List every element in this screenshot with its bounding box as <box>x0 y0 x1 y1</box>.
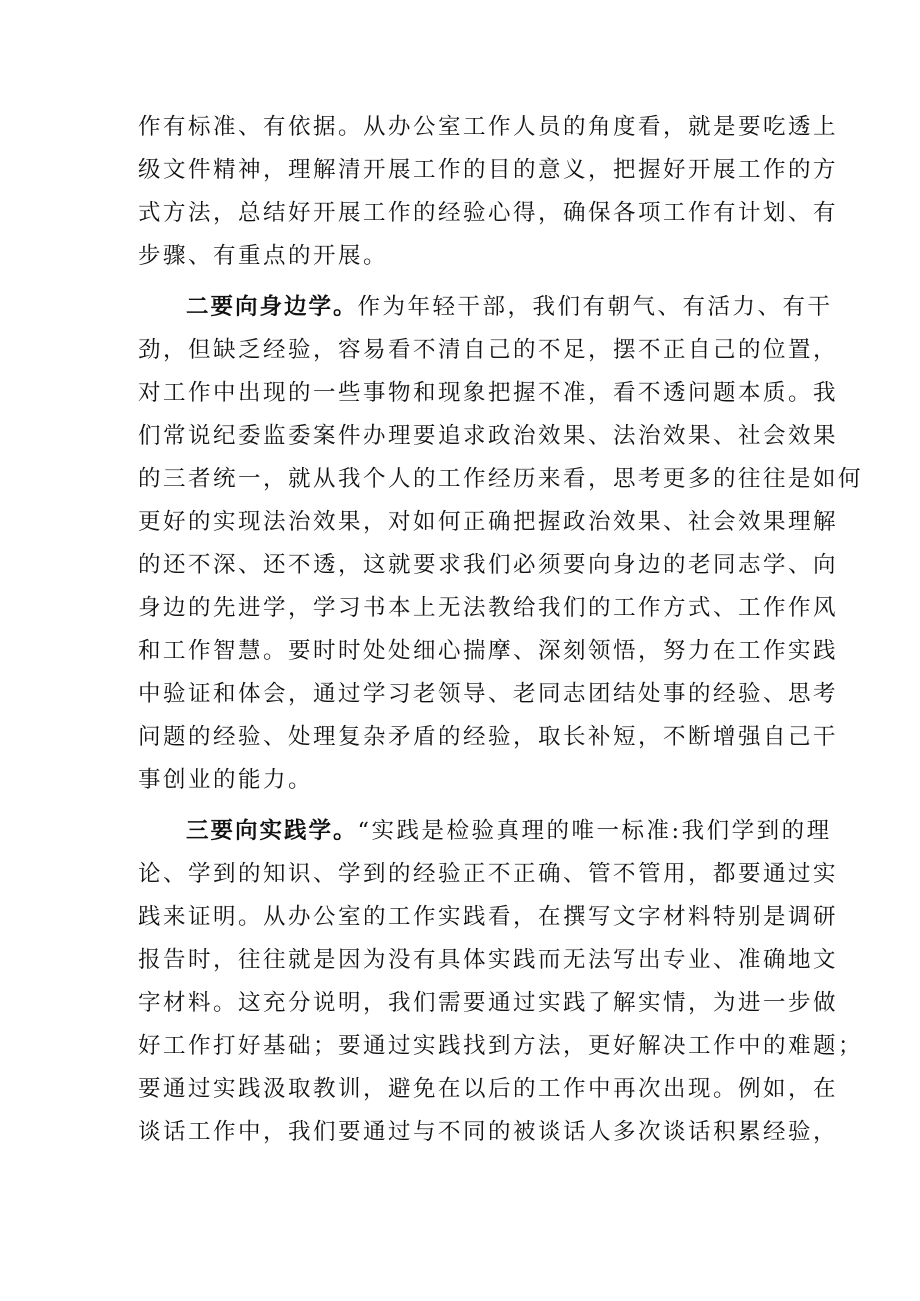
text-line: 作有标准、有依据。从办公室工作人员的角度看，就是要吃透上 <box>138 114 839 140</box>
text-line: 对工作中出现的一些事物和现象把握不准，看不透问题本质。我 <box>138 380 839 406</box>
text-line: 要通过实践汲取教训，避免在以后的工作中再次出现。例如，在 <box>138 1076 839 1102</box>
text-line: 的还不深、还不透，这就要求我们必须要向身边的老同志学、向 <box>138 552 839 578</box>
text-line: 式方法，总结好开展工作的经验心得，确保各项工作有计划、有 <box>138 200 839 226</box>
text-line: 更好的实现法治效果，对如何正确把握政治效果、社会效果理解 <box>138 509 839 535</box>
text-line: 谈话工作中，我们要通过与不同的被谈话人多次谈话积累经验， <box>138 1119 839 1145</box>
text-line: 好工作打好基础；要通过实践找到方法，更好解决工作中的难题； <box>138 1033 864 1059</box>
text-line: 报告时，往往就是因为没有具体实践而无法写出专业、准确地文 <box>138 947 839 973</box>
text-line: 问题的经验、处理复杂矛盾的经验，取长补短，不断增强自己干 <box>138 724 839 750</box>
text-line <box>138 286 833 329</box>
paragraph-heading: 二要向身边学。 <box>186 294 358 320</box>
paragraph-2 <box>138 286 864 802</box>
paragraph-1 <box>138 106 839 278</box>
text-line: 的三者统一，就从我个人的工作经历来看，思考更多的往往是如何 <box>138 466 864 492</box>
paragraph-3 <box>138 810 864 1154</box>
paragraph-heading: 三要向实践学。 <box>186 818 358 844</box>
text-line: 事创业的能力。 <box>138 767 314 793</box>
body-text <box>138 106 864 1154</box>
text-line: 级文件精神，理解清开展工作的目的意义，把握好开展工作的方 <box>138 157 839 183</box>
text-line: 步骤、有重点的开展。 <box>138 243 389 269</box>
text-line: 中验证和体会，通过学习老领导、老同志团结处事的经验、思考 <box>138 681 839 707</box>
text-line: 论、学到的知识、学到的经验正不正确、管不管用，都要通过实 <box>138 861 839 887</box>
text-line <box>138 810 832 853</box>
text-line: 践来证明。从办公室的工作实践看，在撰写文字材料特别是调研 <box>138 904 839 930</box>
text-line: 身边的先进学，学习书本上无法教给我们的工作方式、工作作风 <box>138 595 839 621</box>
text-segment: “实践是检验真理的唯一标准:我们学到的理 <box>357 818 832 844</box>
text-line: 字材料。这充分说明，我们需要通过实践了解实情，为进一步做 <box>138 990 839 1016</box>
text-line: 们常说纪委监委案件办理要追求政治效果、法治效果、社会效果 <box>138 423 839 449</box>
text-segment: 作为年轻干部，我们有朝气、有活力、有干 <box>357 294 833 320</box>
text-line: 和工作智慧。要时时处处细心揣摩、深刻领悟，努力在工作实践 <box>138 638 839 664</box>
text-line: 劲，但缺乏经验，容易看不清自己的不足，摆不正自己的位置， <box>138 337 839 363</box>
